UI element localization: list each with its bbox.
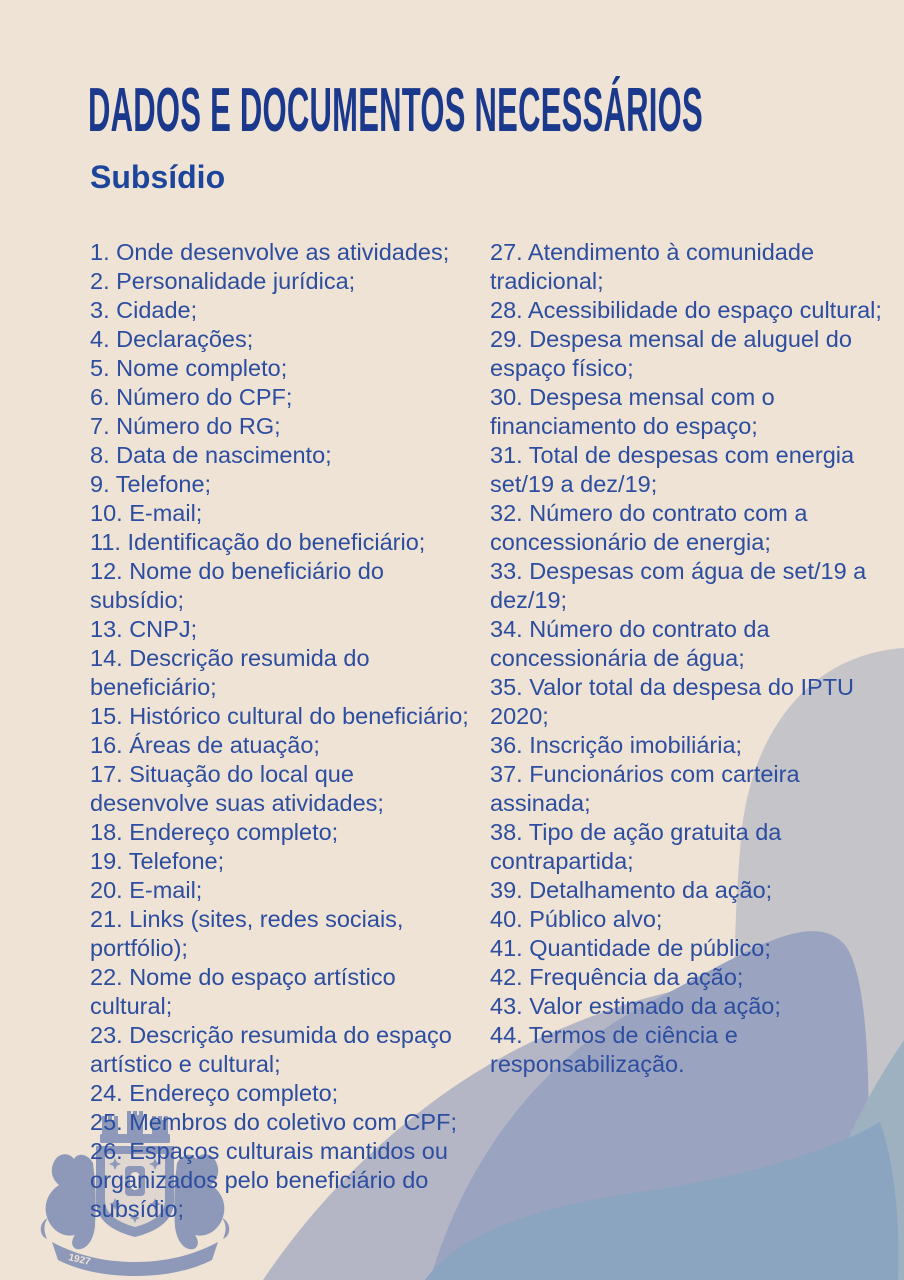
list-item: 40. Público alvo;	[490, 906, 663, 932]
list-item: 7. Número do RG;	[90, 413, 281, 439]
page-title: DADOS E DOCUMENTOS NECESSÁRIOS	[88, 76, 703, 145]
list-item: 6. Número do CPF;	[90, 384, 293, 410]
list-item: 23. Descrição resumida do espaço artístico e cultural;	[90, 1022, 452, 1077]
list-item: 1. Onde desenvolve as atividades;	[90, 239, 450, 265]
list-item: 19. Telefone;	[90, 848, 225, 874]
list-item: 24. Endereço completo;	[90, 1080, 339, 1106]
list-item: 16. Áreas de atuação;	[90, 732, 320, 758]
list-item: 44. Termos de ciência e responsabilização.	[490, 1022, 738, 1077]
list-item: 27. Atendimento à comunidade tradicional;	[490, 239, 815, 294]
list-item: 15. Histórico cultural do beneficiário;	[90, 703, 469, 729]
list-item: 28. Acessibilidade do espaço cultural;	[490, 297, 882, 323]
list-item: 4. Declarações;	[90, 326, 254, 352]
list-item: 10. E-mail;	[90, 500, 203, 526]
list-item: 39. Detalhamento da ação;	[490, 877, 773, 903]
list-item: 25. Membros do coletivo com CPF;	[90, 1109, 457, 1135]
list-item: 35. Valor total da despesa do IPTU 2020;	[490, 674, 855, 729]
list-item: 12. Nome do beneficiário do subsídio;	[90, 558, 384, 613]
section-subtitle: Subsídio	[90, 159, 226, 195]
list-item: 22. Nome do espaço artístico cultural;	[90, 964, 396, 1019]
list-item: 3. Cidade;	[90, 297, 198, 323]
list-item: 14. Descrição resumida do beneficiário;	[90, 645, 370, 700]
requirements-list	[90, 238, 892, 1224]
list-item: 26. Espaços culturais mantidos ou organizados pelo beneficiário do subsídio;	[90, 1138, 448, 1222]
list-item: 9. Telefone;	[90, 471, 212, 497]
list-item: 30. Despesa mensal com o financiamento do espaço;	[490, 384, 775, 439]
list-item: 31. Total de despesas com energia set/19 a dez/19;	[490, 442, 855, 497]
list-item: 8. Data de nascimento;	[90, 442, 332, 468]
list-item: 5. Nome completo;	[90, 355, 288, 381]
list-item: 38. Tipo de ação gratuita da contrapartida;	[490, 819, 782, 874]
list-item: 2. Personalidade jurídica;	[90, 268, 356, 294]
list-item: 11. Identificação do beneficiário;	[90, 529, 426, 555]
list-item: 42. Frequência da ação;	[490, 964, 744, 990]
list-item: 29. Despesa mensal de aluguel do espaço físico;	[490, 326, 852, 381]
list-item: 37. Funcionários com carteira assinada;	[490, 761, 800, 816]
list-item: 21. Links (sites, redes sociais, portfólio);	[90, 906, 404, 961]
list-item: 13. CNPJ;	[90, 616, 198, 642]
list-item: 34. Número do contrato da concessionária de água;	[490, 616, 770, 671]
crest-banner-year: 1927	[67, 1252, 92, 1268]
list-item: 33. Despesas com água de set/19 a dez/19;	[490, 558, 867, 613]
list-column-right	[490, 238, 892, 1079]
list-item: 18. Endereço completo;	[90, 819, 339, 845]
list-item: 36. Inscrição imobiliária;	[490, 732, 743, 758]
list-column-left	[90, 238, 474, 1224]
list-item: 20. E-mail;	[90, 877, 203, 903]
list-item: 32. Número do contrato com a concessionário de energia;	[490, 500, 808, 555]
list-item: 17. Situação do local que desenvolve suas atividades;	[90, 761, 384, 816]
list-item: 41. Quantidade de público;	[490, 935, 771, 961]
list-item: 43. Valor estimado da ação;	[490, 993, 781, 1019]
